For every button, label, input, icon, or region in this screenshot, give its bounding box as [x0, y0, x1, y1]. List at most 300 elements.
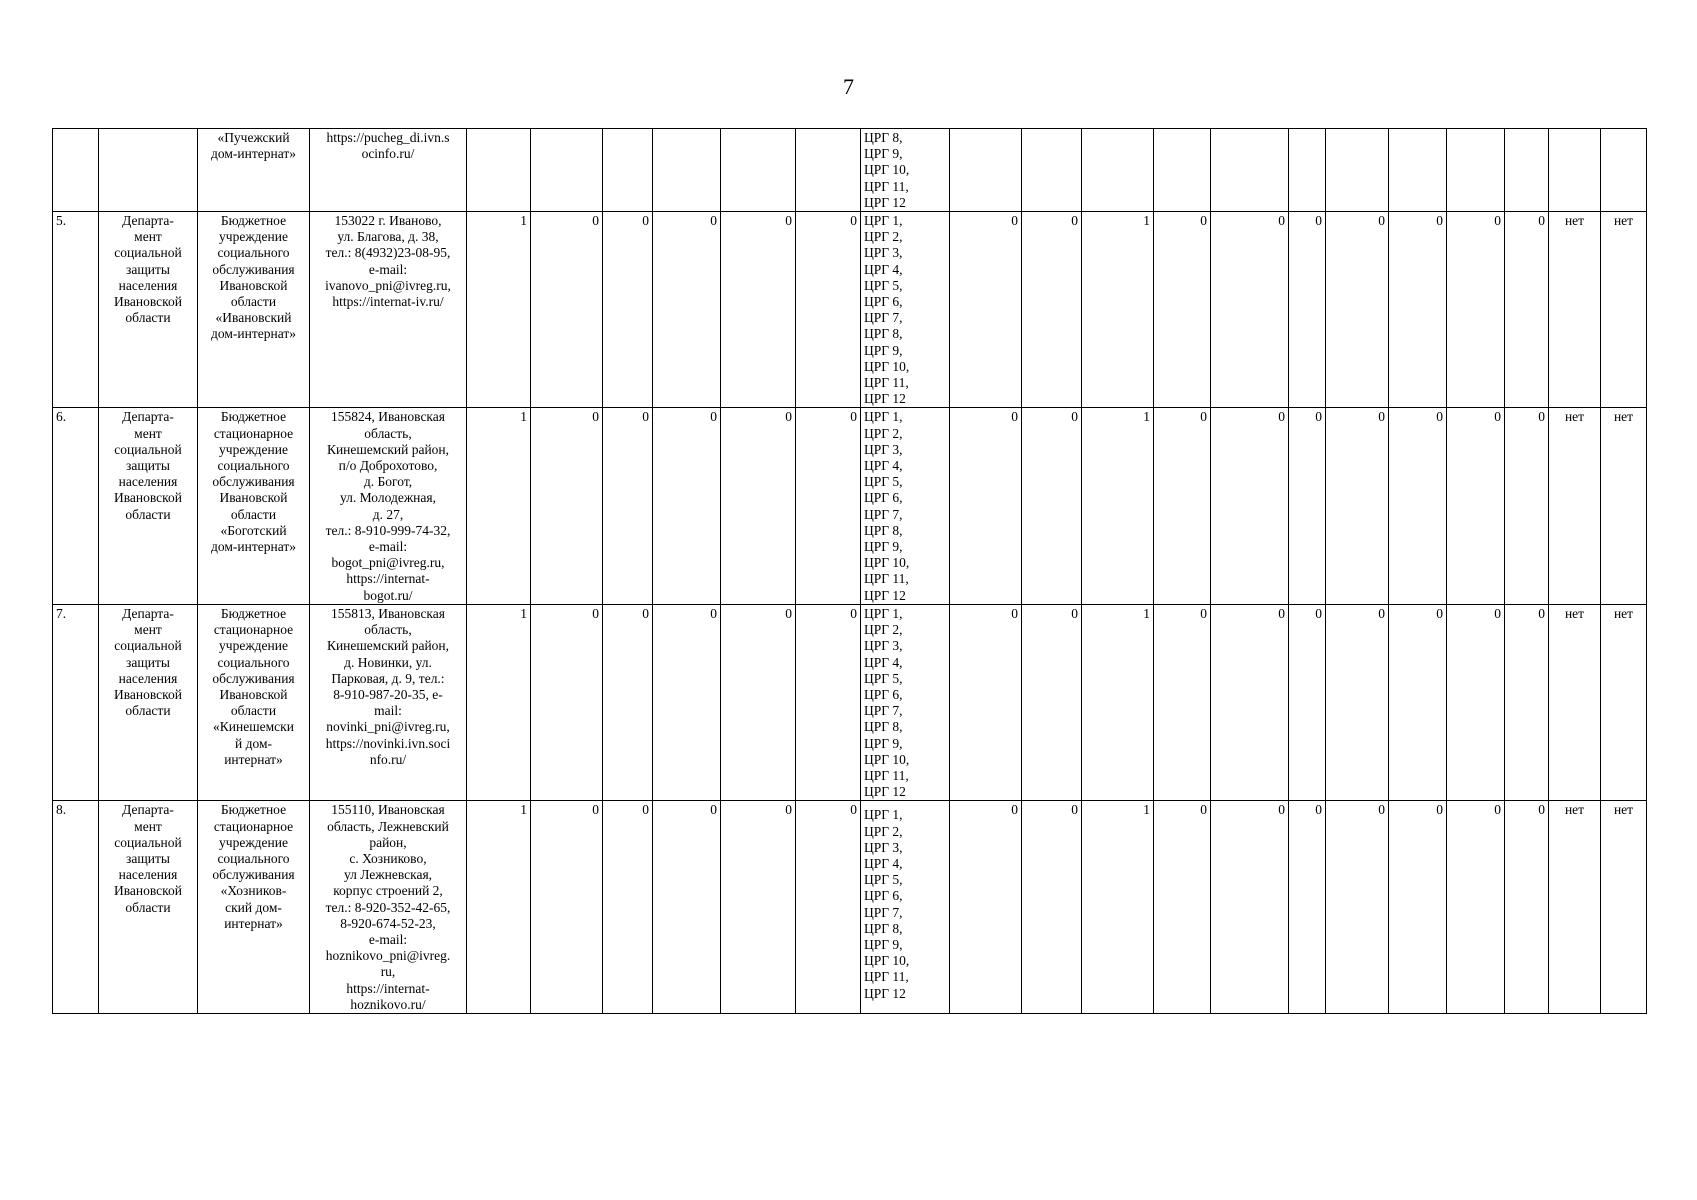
- value-cell: [467, 604, 531, 800]
- value: 0: [710, 605, 717, 621]
- group-line: ЦРГ 2,: [864, 622, 903, 638]
- value: 0: [1278, 409, 1285, 425]
- value: 0: [1436, 802, 1443, 818]
- institution-name-line: Ивановской: [219, 490, 288, 506]
- institution-name-line: обслуживания: [212, 670, 295, 686]
- group-line: ЦРГ 12: [864, 784, 906, 800]
- group-line: ЦРГ 5,: [864, 277, 903, 293]
- value: 0: [1494, 409, 1501, 425]
- yes-no-cell: [1549, 129, 1601, 212]
- value-cell: [653, 212, 721, 408]
- value: 0: [1494, 802, 1501, 818]
- group-line: ЦРГ 11,: [864, 969, 909, 985]
- department-line: мент: [134, 229, 162, 245]
- department-line: мент: [134, 818, 162, 834]
- value-cell: [467, 129, 531, 212]
- department-line: области: [125, 703, 171, 719]
- value: 0: [1071, 605, 1078, 621]
- value-cell: [531, 604, 603, 800]
- value-cell: [603, 801, 653, 1014]
- group-line: ЦРГ 6,: [864, 888, 903, 904]
- value-cell: [1505, 129, 1549, 212]
- group-line: ЦРГ 2,: [864, 425, 903, 441]
- value-cell: [1505, 604, 1549, 800]
- value: 0: [1436, 213, 1443, 229]
- value-cell: [950, 212, 1022, 408]
- group-line: ЦРГ 10,: [864, 358, 910, 374]
- yes-no-value: нет: [1564, 213, 1585, 229]
- row-number-cell: [53, 604, 99, 800]
- department-line: социальной: [114, 245, 182, 261]
- value-cell: [1447, 408, 1505, 604]
- group-line: ЦРГ 9,: [864, 539, 903, 555]
- value-cell: [796, 212, 861, 408]
- value: 0: [1494, 605, 1501, 621]
- contact-line: д. 27,: [372, 506, 404, 522]
- value-cell: [1289, 212, 1326, 408]
- value-cell: [721, 408, 796, 604]
- value-cell: [1022, 801, 1082, 1014]
- institution-name-line: дом-интернат»: [210, 326, 296, 342]
- value: 0: [1378, 213, 1385, 229]
- value: 1: [1143, 409, 1150, 425]
- contact-line: https://internat-: [346, 571, 430, 587]
- value: 0: [785, 802, 792, 818]
- value: 0: [642, 605, 649, 621]
- value: 0: [1315, 802, 1322, 818]
- value: 0: [1315, 409, 1322, 425]
- institution-name-line: Бюджетное: [220, 409, 287, 425]
- institution-name-line: социального: [217, 245, 290, 261]
- value-cell: [1505, 801, 1549, 1014]
- contact-line: область,: [364, 622, 412, 638]
- institution-name-line: интернат»: [224, 915, 283, 931]
- value-cell: [1389, 604, 1447, 800]
- group-line: ЦРГ 2,: [864, 823, 903, 839]
- group-line: ЦРГ 1,: [864, 409, 903, 425]
- institution-name-line: й дом-: [235, 735, 272, 751]
- contact-line: bogot.ru/: [363, 587, 413, 603]
- institution-name-cell: [198, 408, 310, 604]
- value: 0: [1538, 802, 1545, 818]
- institution-name-line: учреждение: [219, 441, 288, 457]
- group-line: ЦРГ 10,: [864, 555, 910, 571]
- value: 0: [1278, 605, 1285, 621]
- groups-cell: [861, 129, 950, 212]
- value-cell: [950, 604, 1022, 800]
- value: 1: [520, 409, 527, 425]
- value: 0: [592, 605, 599, 621]
- yes-no-value: нет: [1613, 802, 1634, 818]
- contact-line: https://internat-: [346, 980, 430, 996]
- group-line: ЦРГ 11,: [864, 767, 909, 783]
- value: 0: [592, 213, 599, 229]
- value: 0: [1011, 213, 1018, 229]
- group-line: ЦРГ 5,: [864, 474, 903, 490]
- department-line: социальной: [114, 441, 182, 457]
- group-line: ЦРГ 2,: [864, 229, 903, 245]
- value: 0: [785, 213, 792, 229]
- value-cell: [1447, 129, 1505, 212]
- group-line: ЦРГ 12: [864, 194, 906, 210]
- institution-name-cell: [198, 801, 310, 1014]
- value-cell: [653, 129, 721, 212]
- value-cell: [1505, 408, 1549, 604]
- value: 0: [1538, 409, 1545, 425]
- value: 0: [710, 409, 717, 425]
- table-row-continued: [53, 129, 1647, 212]
- page-number: 7: [843, 74, 854, 99]
- institution-name-line: социального: [217, 850, 290, 866]
- group-line: ЦРГ 3,: [864, 245, 903, 261]
- yes-no-cell: [1601, 129, 1647, 212]
- value-cell: [1389, 408, 1447, 604]
- value-cell: [1211, 604, 1289, 800]
- group-line: ЦРГ 10,: [864, 162, 910, 178]
- contact-line: корпус строений 2,: [333, 883, 443, 899]
- value-cell: [1326, 408, 1389, 604]
- row-number-cell: [53, 801, 99, 1014]
- value-cell: [1289, 604, 1326, 800]
- value: 0: [1011, 802, 1018, 818]
- value-cell: [1082, 129, 1154, 212]
- contact-line: д. Новинки, ул.: [344, 654, 432, 670]
- value: 0: [1011, 409, 1018, 425]
- row-number: 8.: [56, 802, 67, 818]
- groups-cell: [861, 604, 950, 800]
- yes-no-value: нет: [1564, 605, 1585, 621]
- value-cell: [796, 801, 861, 1014]
- value-cell: [531, 408, 603, 604]
- value: 0: [1200, 409, 1207, 425]
- contact-cell: [310, 129, 467, 212]
- group-line: ЦРГ 1,: [864, 213, 903, 229]
- table-row: [53, 408, 1647, 604]
- contact-line: e-mail:: [368, 931, 408, 947]
- group-line: ЦРГ 8,: [864, 920, 903, 936]
- department-line: Департа-: [122, 605, 174, 621]
- institution-name-line: «Боготский: [220, 522, 287, 538]
- value: 0: [1378, 605, 1385, 621]
- value-cell: [1289, 801, 1326, 1014]
- contact-line: 155824, Ивановская: [330, 409, 445, 425]
- institution-name-line: стационарное: [213, 425, 294, 441]
- institution-name-line: ский дом-: [225, 899, 282, 915]
- value: 0: [1436, 605, 1443, 621]
- value-cell: [796, 604, 861, 800]
- institution-name-line: стационарное: [213, 622, 294, 638]
- value-cell: [1326, 604, 1389, 800]
- value-cell: [1326, 801, 1389, 1014]
- institution-name-line: Бюджетное: [220, 605, 287, 621]
- value-cell: [1154, 129, 1211, 212]
- group-line: ЦРГ 5,: [864, 670, 903, 686]
- value-cell: [1447, 604, 1505, 800]
- group-line: ЦРГ 6,: [864, 490, 903, 506]
- yes-no-cell: [1549, 212, 1601, 408]
- value-cell: [531, 212, 603, 408]
- contact-line: 8-910-987-20-35, e-: [333, 686, 443, 702]
- value: 1: [1143, 802, 1150, 818]
- value-cell: [1154, 212, 1211, 408]
- value: 0: [785, 605, 792, 621]
- value: 0: [1436, 409, 1443, 425]
- group-line: ЦРГ 3,: [864, 638, 903, 654]
- contact-cell: [310, 408, 467, 604]
- contact-line: https://novinki.ivn.soci: [325, 735, 451, 751]
- value-cell: [1211, 212, 1289, 408]
- contact-line: тел.: 8-920-352-42-65,: [325, 899, 451, 915]
- department-line: области: [125, 506, 171, 522]
- yes-no-cell: [1549, 801, 1601, 1014]
- value: 0: [1011, 605, 1018, 621]
- contact-line: 155813, Ивановская: [330, 605, 445, 621]
- value-cell: [1389, 129, 1447, 212]
- institution-name-cell: [198, 129, 310, 212]
- group-line: ЦРГ 6,: [864, 294, 903, 310]
- institution-name-line: стационарное: [213, 818, 294, 834]
- group-line: ЦРГ 1,: [864, 605, 903, 621]
- institution-name-line: социального: [217, 654, 290, 670]
- contact-cell: [310, 212, 467, 408]
- department-line: Ивановской: [113, 490, 183, 506]
- department-line: Департа-: [122, 409, 174, 425]
- group-line: ЦРГ 10,: [864, 953, 910, 969]
- value-cell: [950, 129, 1022, 212]
- institution-name-line: Ивановской: [219, 686, 288, 702]
- value: 0: [1494, 213, 1501, 229]
- value: 0: [1278, 213, 1285, 229]
- row-number-cell: [53, 212, 99, 408]
- value-cell: [1326, 129, 1389, 212]
- value: 0: [850, 213, 857, 229]
- value-cell: [603, 212, 653, 408]
- value: 0: [592, 802, 599, 818]
- contact-line: Парковая, д. 9, тел.:: [331, 670, 445, 686]
- value-cell: [1211, 801, 1289, 1014]
- contact-line: тел.: 8(4932)23-08-95,: [325, 245, 451, 261]
- value: 0: [642, 802, 649, 818]
- contact-line: с. Хозниково,: [349, 850, 427, 866]
- group-line: ЦРГ 9,: [864, 342, 903, 358]
- row-number: 7.: [56, 605, 67, 621]
- value: 0: [1315, 605, 1322, 621]
- value: 0: [1378, 409, 1385, 425]
- contact-line: д. Богот,: [363, 474, 413, 490]
- yes-no-cell: [1549, 408, 1601, 604]
- yes-no-value: нет: [1564, 409, 1585, 425]
- institution-name-line: учреждение: [219, 229, 288, 245]
- data-table: [52, 128, 1647, 1014]
- value-cell: [1389, 212, 1447, 408]
- department-cell: [99, 604, 198, 800]
- institution-name-line: обслуживания: [212, 474, 295, 490]
- institution-name-line: области: [230, 703, 277, 719]
- value-cell: [1022, 212, 1082, 408]
- department-line: Департа-: [122, 213, 174, 229]
- groups-cell: [861, 801, 950, 1014]
- value-cell: [950, 408, 1022, 604]
- value: 0: [1200, 213, 1207, 229]
- group-line: ЦРГ 8,: [864, 719, 903, 735]
- group-line: ЦРГ 7,: [864, 904, 903, 920]
- department-line: мент: [134, 425, 162, 441]
- department-line: населения: [118, 670, 178, 686]
- value: 1: [1143, 213, 1150, 229]
- group-line: ЦРГ 6,: [864, 686, 903, 702]
- institution-name-line: «Кинешемски: [213, 719, 294, 735]
- department-line: защиты: [126, 458, 170, 474]
- table-row: [53, 212, 1647, 408]
- department-line: населения: [118, 867, 178, 883]
- row-number: 5.: [56, 213, 67, 229]
- contact-line: ул Лежневская,: [343, 867, 433, 883]
- value-cell: [1082, 408, 1154, 604]
- value-cell: [1447, 801, 1505, 1014]
- value: 0: [642, 409, 649, 425]
- department-line: населения: [118, 277, 178, 293]
- value-cell: [603, 604, 653, 800]
- group-line: ЦРГ 7,: [864, 703, 903, 719]
- value-cell: [603, 129, 653, 212]
- value-cell: [1082, 212, 1154, 408]
- value-cell: [531, 129, 603, 212]
- department-line: области: [125, 310, 171, 326]
- value: 0: [785, 409, 792, 425]
- value: 0: [1538, 213, 1545, 229]
- contact-line: hoznikovo.ru/: [350, 996, 426, 1012]
- value-cell: [1389, 801, 1447, 1014]
- value-cell: [721, 604, 796, 800]
- value-cell: [653, 408, 721, 604]
- value-cell: [603, 408, 653, 604]
- group-line: ЦРГ 3,: [864, 839, 903, 855]
- group-line: ЦРГ 4,: [864, 855, 903, 871]
- contact-line: 153022 г. Иваново,: [334, 213, 442, 229]
- contact-line: область,: [364, 425, 412, 441]
- value: 0: [592, 409, 599, 425]
- yes-no-cell: [1601, 408, 1647, 604]
- yes-no-value: нет: [1613, 409, 1634, 425]
- contact-cell: [310, 604, 467, 800]
- value-cell: [1082, 604, 1154, 800]
- value: 0: [850, 409, 857, 425]
- groups-cell: [861, 212, 950, 408]
- group-line: ЦРГ 5,: [864, 872, 903, 888]
- institution-name-line: учреждение: [219, 638, 288, 654]
- value-cell: [1022, 604, 1082, 800]
- department-cell: [99, 212, 198, 408]
- value-cell: [1505, 212, 1549, 408]
- institution-name-line: «Ивановский: [215, 310, 292, 326]
- value-cell: [1211, 129, 1289, 212]
- value-cell: [1211, 408, 1289, 604]
- contact-line: hoznikovo_pni@ivreg.: [325, 948, 451, 964]
- value-cell: [1022, 129, 1082, 212]
- value-cell: [1447, 212, 1505, 408]
- value-cell: [467, 212, 531, 408]
- yes-no-cell: [1601, 801, 1647, 1014]
- group-line: ЦРГ 7,: [864, 506, 903, 522]
- department-cell: [99, 801, 198, 1014]
- group-line: ЦРГ 3,: [864, 441, 903, 457]
- value: 0: [1200, 605, 1207, 621]
- value: 0: [1200, 802, 1207, 818]
- value-cell: [796, 129, 861, 212]
- value-cell: [1022, 408, 1082, 604]
- contact-line: e-mail:: [368, 261, 408, 277]
- yes-no-value: нет: [1613, 213, 1634, 229]
- institution-name-cell: [198, 212, 310, 408]
- department-line: защиты: [126, 850, 170, 866]
- value: 0: [850, 605, 857, 621]
- group-line: ЦРГ 10,: [864, 751, 910, 767]
- institution-name-line: учреждение: [219, 834, 288, 850]
- group-line: ЦРГ 4,: [864, 261, 903, 277]
- value: 0: [642, 213, 649, 229]
- contact-line: ул. Молодежная,: [340, 490, 436, 506]
- department-line: защиты: [126, 654, 170, 670]
- groups-cell: [861, 408, 950, 604]
- value-cell: [1154, 604, 1211, 800]
- contact-line: Кинешемский район,: [326, 638, 450, 654]
- row-number-cell: [53, 408, 99, 604]
- group-line: ЦРГ 12: [864, 391, 906, 407]
- value-cell: [721, 212, 796, 408]
- department-line: мент: [134, 622, 162, 638]
- group-line: ЦРГ 7,: [864, 310, 903, 326]
- institution-name-line: Ивановской: [219, 277, 288, 293]
- value-cell: [467, 408, 531, 604]
- row-number-cell: [53, 129, 99, 212]
- yes-no-cell: [1549, 604, 1601, 800]
- value: 1: [520, 802, 527, 818]
- value-cell: [653, 801, 721, 1014]
- value: 0: [710, 802, 717, 818]
- value: 0: [1278, 802, 1285, 818]
- contact-line: novinki_pni@ivreg.ru,: [326, 719, 450, 735]
- institution-name-line: области: [230, 506, 277, 522]
- department-line: населения: [118, 474, 178, 490]
- contact-line: https://pucheg_di.ivn.s: [326, 130, 450, 145]
- yes-no-cell: [1601, 604, 1647, 800]
- value: 1: [1143, 605, 1150, 621]
- group-line: ЦРГ 1,: [864, 807, 903, 823]
- value: 0: [1315, 213, 1322, 229]
- department-line: социальной: [114, 834, 182, 850]
- contact-line: 155110, Ивановская: [331, 802, 445, 818]
- contact-line: mail:: [374, 703, 402, 719]
- contact-line: область, Лежневский: [327, 818, 449, 834]
- group-line: ЦРГ 9,: [864, 146, 903, 162]
- institution-name-line: социального: [217, 458, 290, 474]
- contact-line: e-mail:: [368, 539, 408, 555]
- institution-name-line: Бюджетное: [220, 213, 287, 229]
- value-cell: [1289, 129, 1326, 212]
- value-cell: [531, 801, 603, 1014]
- contact-line: тел.: 8-910-999-74-32,: [325, 522, 451, 538]
- yes-no-cell: [1601, 212, 1647, 408]
- value-cell: [467, 801, 531, 1014]
- table-body: [53, 129, 1647, 1014]
- contact-cell: [310, 801, 467, 1014]
- institution-name-line: дом-интернат»: [210, 539, 296, 555]
- institution-name-line: дом-интернат»: [210, 146, 296, 162]
- yes-no-value: нет: [1613, 605, 1634, 621]
- contact-line: 8-920-674-52-23,: [340, 915, 436, 931]
- value-cell: [721, 801, 796, 1014]
- department-cell: [99, 408, 198, 604]
